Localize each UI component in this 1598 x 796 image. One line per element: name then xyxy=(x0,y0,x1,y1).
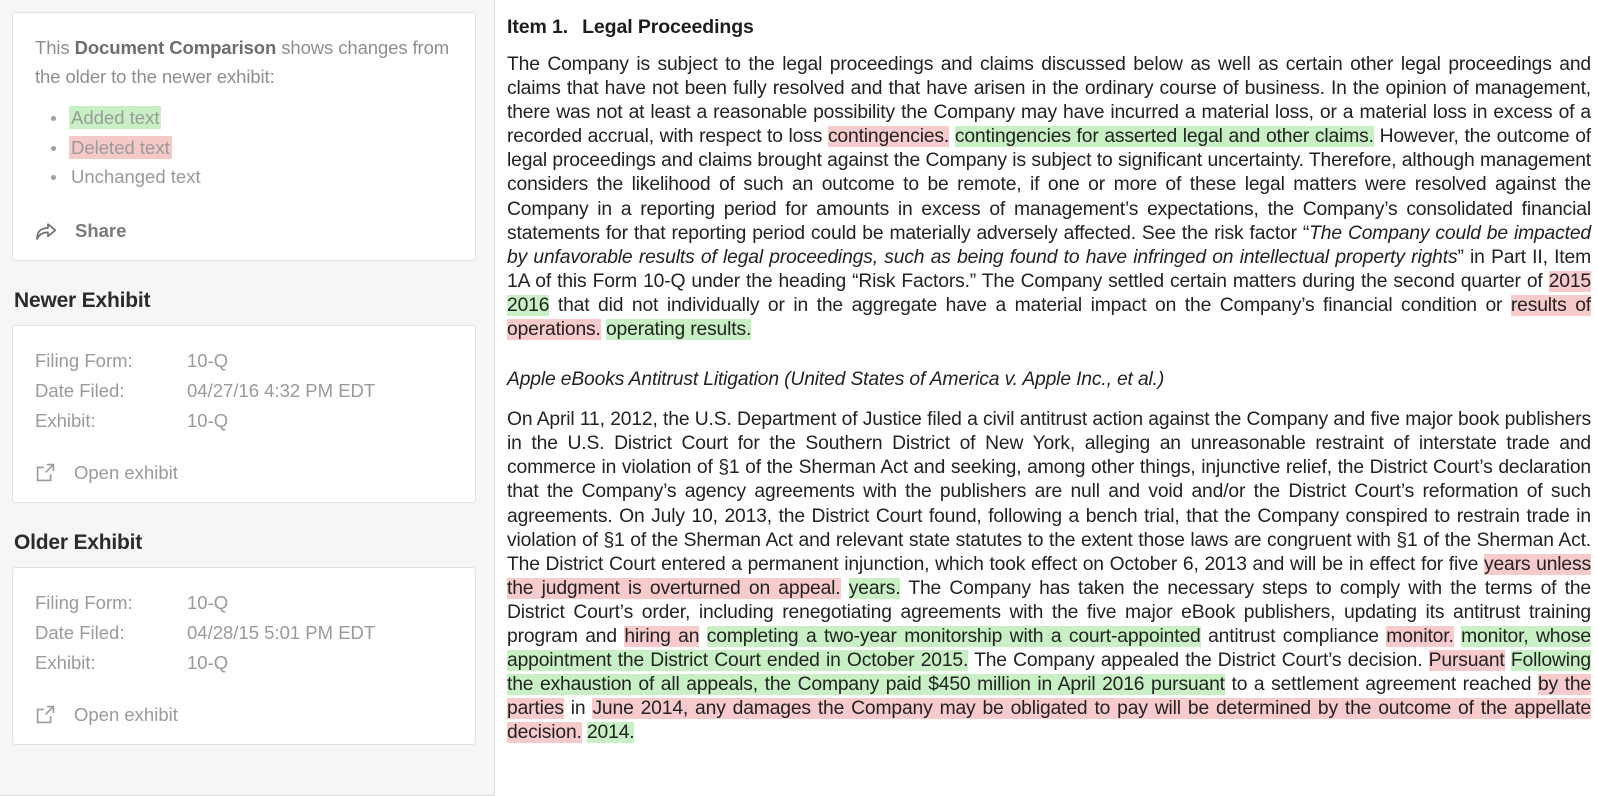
case-heading: Apple eBooks Antitrust Litigation (United States of America v. Apple Inc., et al.) xyxy=(507,369,1165,391)
external-link-icon xyxy=(35,704,56,725)
para2-added-run: completing a two-year monitorship with a court-appointed xyxy=(706,625,1201,647)
legend-intro-post: shows changes from the older to the newer exhibit: xyxy=(35,37,450,87)
older-exhibit-title: Older Exhibit xyxy=(14,530,143,554)
legal-proceedings-paragraph xyxy=(507,53,1591,342)
para1-added-run: contingencies for asserted legal and other claims. xyxy=(954,126,1374,148)
share-label: Share xyxy=(75,219,127,241)
legend-intro-pre: This xyxy=(35,37,75,58)
para2-added-run: monitor, whose appointment the District Court ended in October 2015. xyxy=(507,625,1591,672)
para1-unchanged-run: The Company is subject to the legal proceedings and claims discussed below as well as certain other legal proceedings and claims that have not been fully resolved and that have arisen in the ordinary course of business. In the opinion of management, there was not at least a reasonable possibility the Company may have incurred a material loss, or a material loss in excess of a recorded accrual, with respect to loss xyxy=(507,54,1591,148)
older-exhibit-card xyxy=(12,567,476,745)
para2-unchanged-run: On April 11, 2012, the U.S. Department of Justice filed a civil antitrust action against the Company and five major book publishers in the U.S. District Court for the Southern District of New York, alleging an unreasonable restraint of interstate trade and commerce in violation of §1 of the Sherman Act and seeking, among other things, injunctive relief, the District Court’s declaration that the Company’s agency agreements with the publishers are null and void and/or the District Court’s reformation of such agreements. On July 10, 2013, the District Court found, following a bench trial, that the Company conspired to restrain trade in violation of §1 of the Sherman Act and relevant state statutes to the extent those laws are congruent with §1 of the Sherman Act. The District Court entered a permanent injunction, which took effect on October 6, 2013 and will be in effect for five xyxy=(507,409,1591,575)
older-exhibit-value: 10-Q xyxy=(187,651,229,673)
table-row xyxy=(35,346,453,376)
para2-deleted-run: Pursuant xyxy=(1428,650,1505,672)
newer-exhibit-title: Newer Exhibit xyxy=(14,288,151,312)
legend-intro-bold: Document Comparison xyxy=(74,37,277,58)
older-open-exhibit-label: Open exhibit xyxy=(74,703,178,725)
older-filing-form-label: Filing Form: xyxy=(35,591,133,613)
para2-unchanged-run: The Company has taken the necessary steps to comply with the terms of the District Court’s order, including renegotiating agreements with the five major eBook publishers, updating its antitrust training program and xyxy=(507,577,1591,647)
table-row xyxy=(35,648,453,678)
document-pane[interactable] xyxy=(495,0,1598,796)
para2-unchanged-run: to a settlement agreement reached xyxy=(1224,674,1538,696)
legend-intro xyxy=(35,33,453,91)
para2-deleted-run: monitor. xyxy=(1386,625,1454,647)
para1-italic-run: The Company could be impacted by unfavorable results of legal proceedings, such as being found to have infringed on intellectual property rights xyxy=(507,222,1591,268)
legend-card xyxy=(12,12,476,261)
para1-added-run: 2016 xyxy=(507,294,550,316)
older-exhibit-label: Exhibit: xyxy=(35,651,96,673)
para2-added-run: 2014. xyxy=(586,722,635,744)
legend-deleted-label: Deleted text xyxy=(71,136,170,158)
para1-unchanged-run: that did not individually or in the aggregate have a material impact on the Company’s financial condition or xyxy=(549,294,1511,316)
newer-open-exhibit-link[interactable] xyxy=(35,462,453,484)
page-title xyxy=(507,16,1591,39)
older-date-filed-label: Date Filed: xyxy=(35,621,125,643)
para1-unchanged-run: However, the outcome of legal proceedings and claims brought against the Company is subject to significant uncertainty. Therefore, although management considers the likelihood of such an outcome to be remote, if one or more of these legal matters were resolved against the Company in a reporting period for amounts in excess of management’s expectations, the Company’s consolidated financial statements for that reporting period could be materially adversely affected. See the risk factor “ xyxy=(507,126,1591,244)
table-row xyxy=(35,376,453,406)
para2-added-run: Following the exhaustion of all appeals, the Company paid $450 million in April 2016 pursuant xyxy=(507,650,1591,696)
table-row xyxy=(35,406,453,436)
newer-date-filed-label: Date Filed: xyxy=(35,379,125,401)
para2-unchanged-run xyxy=(699,626,706,647)
legend-item-added xyxy=(69,103,453,133)
newer-exhibit-meta xyxy=(35,346,453,436)
newer-filing-form-value: 10-Q xyxy=(187,349,229,371)
para2-deleted-run: hiring an xyxy=(624,625,700,647)
para2-deleted-run: by the parties xyxy=(507,674,1591,720)
para2-deleted-run: June 2014, any damages the Company may be obligated to pay will be determined by the outcome of the appellate decision. xyxy=(507,698,1591,744)
newer-exhibit-value: 10-Q xyxy=(187,409,229,431)
newer-open-exhibit-label: Open exhibit xyxy=(74,461,178,483)
external-link-icon xyxy=(35,462,56,483)
para2-unchanged-run xyxy=(1505,650,1511,671)
share-icon xyxy=(35,221,57,241)
older-date-filed-value: 04/28/15 5:01 PM EDT xyxy=(187,621,376,643)
newer-exhibit-label: Exhibit: xyxy=(35,409,96,431)
newer-exhibit-card xyxy=(12,325,476,503)
sidebar xyxy=(0,0,495,796)
table-row xyxy=(35,588,453,618)
older-filing-form-value: 10-Q xyxy=(187,591,229,613)
para2-unchanged-run: in xyxy=(563,698,593,720)
older-open-exhibit-link[interactable] xyxy=(35,704,453,726)
item-number: Item 1. xyxy=(507,16,569,38)
newer-date-filed-value: 04/27/16 4:32 PM EDT xyxy=(187,379,376,401)
item-title: Legal Proceedings xyxy=(582,16,754,38)
legend-added-label: Added text xyxy=(71,107,160,128)
para2-deleted-run: years unless the judgment is overturned on appeal. xyxy=(507,553,1591,599)
newer-filing-form-label: Filing Form: xyxy=(35,349,133,371)
para1-added-run: operating results. xyxy=(605,319,752,341)
legend-list xyxy=(35,103,453,192)
apple-ebooks-paragraph xyxy=(507,408,1591,745)
share-button[interactable] xyxy=(35,220,453,242)
para2-unchanged-run: antitrust compliance xyxy=(1200,625,1387,647)
para1-unchanged-run: ” in Part II, Item 1A of this Form 10-Q under the heading “Risk Factors.” The Company settled certain matters during the second quarter of xyxy=(507,246,1591,292)
legend-item-unchanged xyxy=(69,162,453,192)
para1-unchanged-run xyxy=(949,126,955,147)
older-exhibit-meta xyxy=(35,588,453,678)
para1-deleted-run: 2015 xyxy=(1548,270,1591,292)
para2-unchanged-run: The Company appealed the District Court’s decision. xyxy=(968,650,1429,672)
table-row xyxy=(35,618,453,648)
legend-unchanged-label: Unchanged text xyxy=(71,166,201,187)
para1-deleted-run: results of operations. xyxy=(507,294,1591,341)
para1-deleted-run: contingencies. xyxy=(827,126,950,148)
legend-item-deleted xyxy=(69,133,453,163)
para2-unchanged-run xyxy=(841,578,849,599)
para2-added-run: years. xyxy=(848,577,901,599)
